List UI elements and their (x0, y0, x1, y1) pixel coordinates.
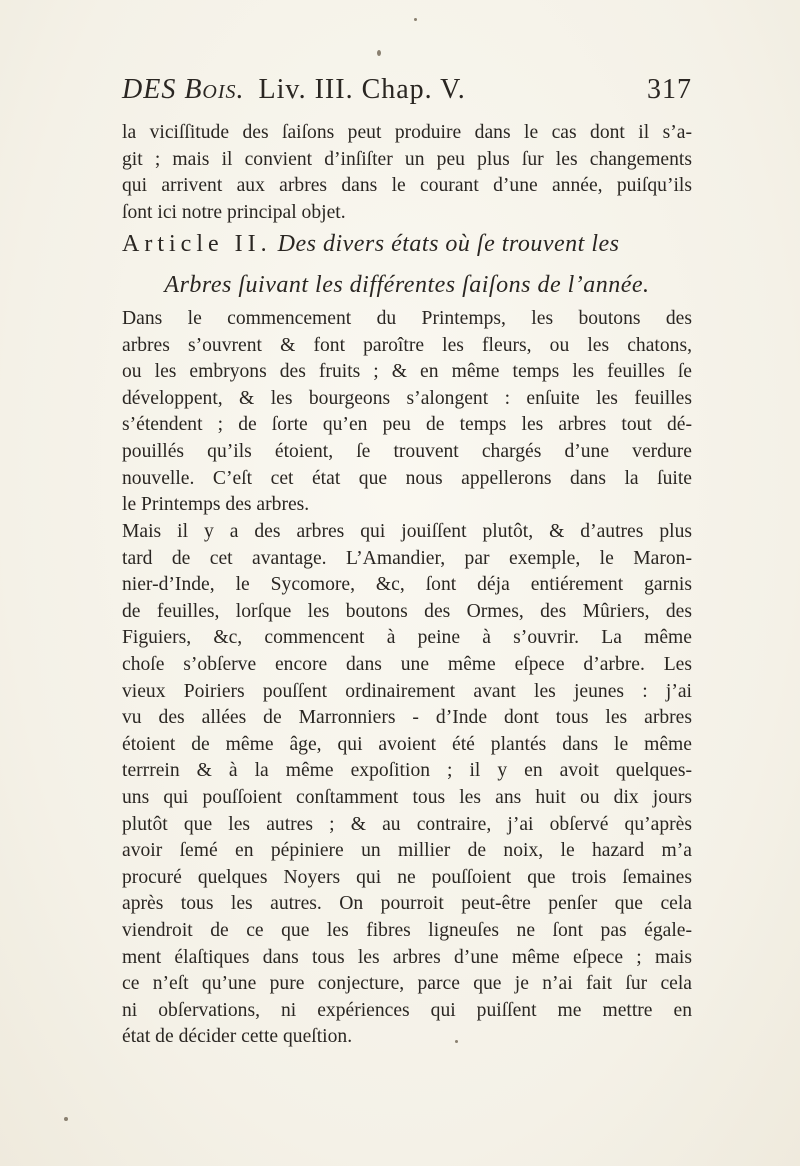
article-title-line2: Arbres ſuivant les différentes ſaiſons de l’année. (164, 272, 650, 298)
text-line: terrrein & à la même expoſition ; il y en avoit quelques- (122, 760, 692, 782)
text-line: nouvelle. C’eſt cet état que nous appellerons dans la ſuite (122, 467, 692, 489)
text-line: qui arrivent aux arbres dans le courant d’une année, puiſqu’ils (122, 175, 692, 197)
text-line: après tous les autres. On pourroit peut-être penſer que cela (122, 893, 692, 915)
running-head-title: DES Bois. (122, 74, 245, 105)
paragraph-variation (122, 519, 692, 1051)
text-line: s’étendent ; de ſorte qu’en peu de temps les arbres tout dé- (122, 414, 692, 436)
text-line: ment élaſtiques dans tous les arbres d’une même eſpece ; mais (122, 946, 692, 968)
text-line: ce n’eſt qu’une pure conjecture, parce que je n’ai fait ſur cela (122, 973, 692, 995)
article-heading-line1 (122, 224, 692, 265)
text-line: vu des allées de Marronniers - d’Inde dont tous les arbres (122, 707, 692, 729)
page-number: 317 (647, 74, 692, 105)
text-line: étoient de même âge, qui avoient été plantés dans le même (122, 733, 692, 755)
text-line: vieux Poiriers pouſſent ordinairement avant les jeunes : j’ai (122, 680, 692, 702)
text-line: avoir ſemé en pépiniere un millier de noix, le hazard m’a (122, 840, 692, 862)
text-line: pouillés qu’ils étoient, ſe trouvent chargés d’une verdure (122, 440, 692, 462)
text-line: Mais il y a des arbres qui jouiſſent plutôt, & d’autres plus (122, 521, 692, 542)
ink-speck (64, 1117, 68, 1121)
article-title: Des divers états où ſe trouvent les (277, 231, 620, 257)
text-line: git ; mais il convient d’inſiſter un peu plus ſur les changements (122, 148, 692, 170)
text-line: nier-d’Inde, le Sycomore, &c, ſont déja entiérement garnis (122, 574, 692, 596)
text-line: plutôt que les autres ; & au contraire, j’ai obſervé qu’après (122, 813, 692, 835)
text-line: la viciſſitude des ſaiſons peut produire dans le cas dont il s’a- (122, 122, 692, 143)
text-line: développent, & les bourgeons s’alongent : enſuite les feuilles (122, 387, 692, 409)
text-line: ni obſervations, ni expériences qui puiſſent me mettre en (122, 999, 692, 1021)
text-line: Figuiers, &c, commencent à peine à s’ouvrir. La même (122, 627, 692, 649)
ink-speck (414, 18, 417, 21)
article-label: Article II. (122, 231, 272, 257)
text-line: uns qui pouſſoient conſtamment tous les ans huit ou dix jours (122, 786, 692, 808)
intro-paragraph (122, 120, 692, 226)
running-head (122, 74, 692, 114)
text-line: état de décider cette queſtion. (122, 1026, 353, 1048)
text-line: arbres s’ouvrent & font paroître les fleurs, ou les chatons, (122, 334, 692, 356)
text-line: ou les embryons des fruits ; & en même temps les feuilles ſe (122, 361, 692, 383)
text-line: ſont ici notre principal objet. (122, 201, 346, 223)
text-line: tard de cet avantage. L’Amandier, par exemple, le Maron- (122, 547, 692, 569)
text-line: de feuilles, lorſque les boutons des Ormes, des Mûriers, des (122, 600, 692, 622)
paragraph-spring (122, 306, 692, 519)
text-line: viendroit de ce que les fibres ligneuſes ne ſont pas égale- (122, 919, 692, 941)
ink-speck (377, 50, 381, 56)
text-line: Dans le commencement du Printemps, les boutons des (122, 308, 692, 329)
text-line: procuré quelques Noyers qui ne pouſſoient que trois ſemaines (122, 866, 692, 888)
running-head-chapter: Liv. III. Chap. V. (258, 74, 466, 105)
article-heading (122, 224, 692, 306)
text-line: le Printemps des arbres. (122, 494, 310, 516)
text-line: choſe s’obſerve encore dans une même eſpece d’arbre. Les (122, 653, 692, 675)
